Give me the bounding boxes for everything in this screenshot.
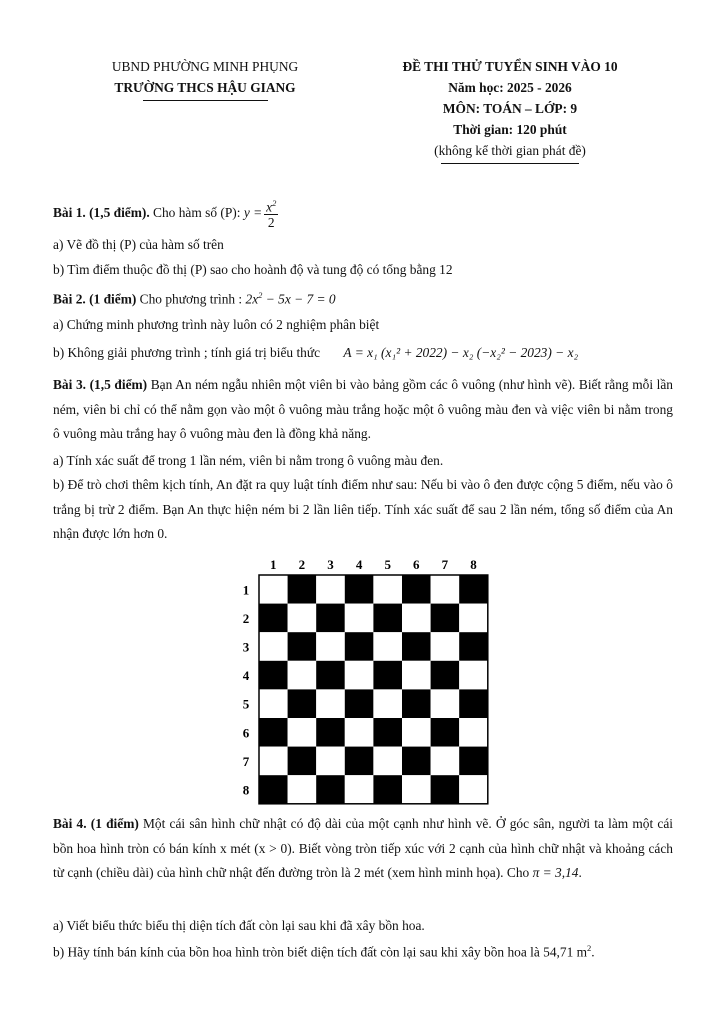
board-cell-light <box>316 632 345 661</box>
column-label: 5 <box>384 557 391 572</box>
bai1-part-a: a) Vẽ đồ thị (P) của hàm số trên <box>53 237 224 252</box>
board-cell-light <box>373 632 402 661</box>
board-cell-light <box>373 575 402 604</box>
board-cell-dark <box>459 747 488 776</box>
board-cell-dark <box>402 689 431 718</box>
bai3-part-b: b) Để trò chơi thêm kịch tính, An đặt ra quy luật tính điểm như sau: Nếu bi vào ô đen được cộng 5 điểm, nếu vào ô trắng bị trừ 2 điểm. Bạn An thực hiện ném bi 2 lần liên tiếp. Tính xác suất để sau 2 lần ném, tổng số điểm của An nhận được lớn hơn 0. <box>53 477 673 541</box>
column-label: 4 <box>355 557 363 572</box>
bai1-intro: Cho hàm số (P): <box>149 204 244 220</box>
board-cell-dark <box>316 718 345 747</box>
board-cell-dark <box>402 747 431 776</box>
column-label: 8 <box>470 557 477 572</box>
bai1-eq-lhs: y = <box>243 204 263 220</box>
board-cell-dark <box>316 661 345 690</box>
board-cell-light <box>316 747 345 776</box>
board-cell-light <box>345 718 374 747</box>
board-cell-light <box>459 775 488 804</box>
board-cell-dark <box>345 747 374 776</box>
bai1-heading <box>53 196 675 231</box>
board-cell-light <box>288 718 317 747</box>
board-cell-light <box>431 575 460 604</box>
row-label: 6 <box>242 725 250 741</box>
bai1-label: Bài 1. (1,5 điểm). <box>53 204 150 220</box>
bai3-part-a: a) Tính xác suất để trong 1 lần ném, viên bi nằm trong ô vuông màu đen. <box>53 453 444 468</box>
bai3-label: Bài 3. (1,5 điểm) <box>53 377 148 392</box>
bai3-body <box>53 373 673 447</box>
bai1-part-b: b) Tìm điểm thuộc đồ thị (P) sao cho hoành độ và tung độ có tổng bằng 12 <box>53 262 453 277</box>
header-right-underline <box>441 163 579 164</box>
board-cell-light <box>259 747 288 776</box>
board-cell-light <box>373 689 402 718</box>
column-label: 7 <box>441 557 449 572</box>
school-name: TRƯỜNG THCS HẬU GIANG <box>114 80 296 95</box>
board-cell-light <box>288 604 317 633</box>
bai2-part-b <box>53 345 675 361</box>
board-cell-light <box>459 604 488 633</box>
row-label: 8 <box>242 782 250 798</box>
board-cell-dark <box>259 718 288 747</box>
row-label: 5 <box>242 696 250 712</box>
bai2-label: Bài 2. (1 điểm) <box>53 291 137 307</box>
bai2-eq-part1: 2x <box>245 291 259 307</box>
column-label: 2 <box>298 557 306 572</box>
board-cell-dark <box>259 604 288 633</box>
board-cell-light <box>316 689 345 718</box>
row-label: 1 <box>242 582 250 598</box>
board-cell-light <box>259 632 288 661</box>
board-cell-light <box>459 718 488 747</box>
bai2-part-a: a) Chứng minh phương trình này luôn có 2 nghiệm phân biệt <box>53 317 380 332</box>
board-cell-dark <box>316 604 345 633</box>
pi-end: . <box>578 865 582 880</box>
bai1-fraction <box>264 196 278 231</box>
board-cell-dark <box>459 632 488 661</box>
bai2-heading <box>53 290 675 307</box>
row-label: 3 <box>242 639 250 655</box>
board-cell-dark <box>431 604 460 633</box>
board-cell-dark <box>402 632 431 661</box>
column-label: 1 <box>270 557 277 572</box>
school-header <box>60 56 350 101</box>
board-cell-dark <box>259 775 288 804</box>
exam-subject: MÔN: TOÁN – LỚP: 9 <box>442 101 578 116</box>
board-cell-light <box>288 661 317 690</box>
header-left-underline <box>143 100 268 101</box>
board-cell-dark <box>459 575 488 604</box>
column-label: 6 <box>413 557 420 572</box>
bai4-part-b-text: b) Hãy tính bán kính của bồn hoa hình tròn biết diện tích đất còn lại sau khi xây bồn hoa là 54,71 m <box>53 944 588 960</box>
bai1-eq-num-exp: 2 <box>272 198 277 208</box>
column-label: 3 <box>327 557 334 572</box>
bai1-eq-num: x <box>266 199 273 215</box>
bai4-part-a: a) Viết biểu thức biểu thị diện tích đất còn lại sau khi đã xây bồn hoa. <box>53 918 425 933</box>
board-cell-light <box>345 661 374 690</box>
ward-name: UBND PHƯỜNG MINH PHỤNG <box>111 59 299 74</box>
board-cell-dark <box>373 661 402 690</box>
bai4-text: Một cái sân hình chữ nhật có độ dài của một cạnh như hình vẽ. Ở góc sân, người ta làm một cái bồn hoa hình tròn có bán kính x mét (x > 0). Biết vòng tròn tiếp xúc với 2 cạnh của hình chữ nhật và khoảng cách từ cạnh (chiều dài) của hình chữ nhật đến đường tròn là 2 mét (xem hình minh họa). Cho <box>53 816 673 880</box>
board-cell-light <box>459 661 488 690</box>
board-cell-dark <box>288 689 317 718</box>
exam-duration-note: (không kể thời gian phát đề) <box>434 143 586 158</box>
board-cell-light <box>316 575 345 604</box>
board-cell-light <box>345 775 374 804</box>
bai1-eq-den: 2 <box>267 215 275 231</box>
row-label: 7 <box>242 753 250 769</box>
board-cell-light <box>402 718 431 747</box>
board-cell-dark <box>459 689 488 718</box>
board-cell-dark <box>345 632 374 661</box>
bai4-body <box>53 812 673 886</box>
pi-value: π = 3,14 <box>532 865 579 880</box>
board-cell-dark <box>373 718 402 747</box>
board-cell-light <box>402 775 431 804</box>
row-label: 4 <box>242 668 250 684</box>
board-cell-dark <box>431 775 460 804</box>
board-cell-light <box>259 689 288 718</box>
board-cell-light <box>402 604 431 633</box>
board-cell-light <box>431 632 460 661</box>
board-cell-light <box>431 747 460 776</box>
board-cell-dark <box>288 575 317 604</box>
school-year: Năm học: 2025 - 2026 <box>448 80 572 95</box>
bai4-part-b-exp: 2 <box>587 943 592 953</box>
board-cell-dark <box>373 604 402 633</box>
board-cell-dark <box>345 575 374 604</box>
bai2-eq-exp: 2 <box>258 290 263 300</box>
bai4-label: Bài 4. (1 điểm) <box>53 816 139 831</box>
board-cell-dark <box>316 775 345 804</box>
exam-duration: Thời gian: 120 phút <box>453 122 567 137</box>
board-cell-dark <box>402 575 431 604</box>
board-cell-dark <box>288 747 317 776</box>
board-cell-dark <box>373 775 402 804</box>
board-cell-dark <box>259 661 288 690</box>
bai4-part-b <box>53 943 675 960</box>
board-cell-dark <box>431 661 460 690</box>
checkerboard <box>225 555 495 807</box>
bai2-expression: A = x₁ (x₁² + 2022) − x₂ (−x₂² − 2023) − x₂ <box>343 345 579 360</box>
exam-header <box>360 56 660 164</box>
board-cell-light <box>345 604 374 633</box>
board-cell-light <box>288 775 317 804</box>
row-label: 2 <box>242 610 250 626</box>
board-cell-dark <box>288 632 317 661</box>
board-cell-light <box>431 689 460 718</box>
bai2-eq-part2: − 5x − 7 = 0 <box>262 291 336 307</box>
board-cell-light <box>402 661 431 690</box>
board-cell-dark <box>345 689 374 718</box>
bai3-text: Bạn An ném ngẫu nhiên một viên bi vào bảng gồm các ô vuông (như hình vẽ). Biết rằng mỗi lần ném, viên bi chỉ có thể nằm gọn vào một ô vuông màu trắng hoặc một ô vuông màu đen và việc viên bi nằm trong ô vuông màu trắng hay ô vuông màu đen là đồng khả năng. <box>53 377 674 441</box>
board-cell-light <box>373 747 402 776</box>
bai2-part-b-text: b) Không giải phương trình ; tính giá trị biểu thức <box>53 345 321 360</box>
bai4-part-b-end: . <box>591 944 595 960</box>
board-cell-light <box>259 575 288 604</box>
exam-title: ĐỀ THI THỬ TUYỂN SINH VÀO 10 <box>402 59 618 74</box>
bai2-intro: Cho phương trình : <box>136 291 246 307</box>
board-cell-dark <box>431 718 460 747</box>
